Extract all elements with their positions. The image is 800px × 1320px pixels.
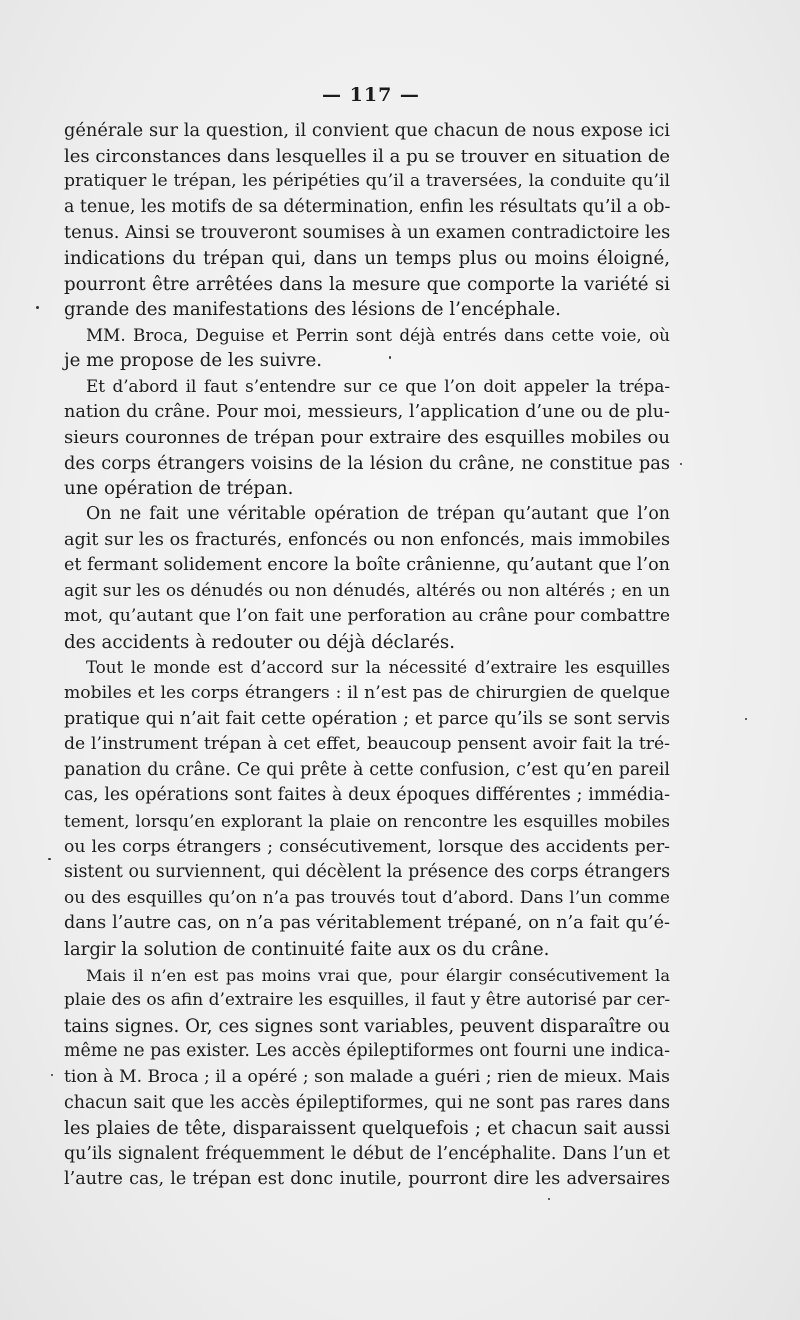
text-line: Tout le monde est d’accord sur la nécessité d’extraire les esquilles xyxy=(86,658,670,678)
text-line: je me propose de les suivre. xyxy=(64,350,322,372)
text-line: indications du trépan qui, dans un temps plus ou moins éloigné, xyxy=(64,247,670,269)
text-line: panation du crâne. Ce qui prête à cette confusion, c’est qu’en pareil xyxy=(64,759,670,780)
body-text xyxy=(64,118,670,1193)
text-line: ou des esquilles qu’on n’a pas trouvés tout d’abord. Dans l’un comme xyxy=(64,887,670,908)
text-line: MM. Broca, Deguise et Perrin sont déjà entrés dans cette voie, où xyxy=(86,324,670,345)
text-line: ou les corps étrangers ; consécutivement, lorsque des accidents per- xyxy=(64,836,670,857)
ink-speck xyxy=(51,1074,53,1076)
text-line: chacun sait que les accès épileptiformes, qui ne sont pas rares dans xyxy=(64,1092,670,1113)
text-line: tement, lorsqu’en explorant la plaie on rencontre les esquilles mobiles xyxy=(64,811,670,832)
text-line: des accidents à redouter ou déjà déclarés. xyxy=(64,631,455,653)
text-line: tion à M. Broca ; il a opéré ; son malade a guéri ; rien de mieux. Mais xyxy=(64,1066,670,1087)
text-line: pourront être arrêtées dans la mesure que comporte la variété si xyxy=(64,273,670,295)
text-line: Mais il n’en est pas moins vrai que, pour élargir consécutivement la xyxy=(86,965,670,985)
text-line: sieurs couronnes de trépan pour extraire des esquilles mobiles ou xyxy=(64,427,670,449)
text-line: plaie des os afin d’extraire les esquilles, il faut y être autorisé par cer- xyxy=(64,990,671,1011)
text-line: les circonstances dans lesquelles il a pu se trouver en situation de xyxy=(64,145,670,167)
text-line: agit sur les os dénudés ou non dénudés, altérés ou non altérés ; en un xyxy=(64,580,670,601)
text-line: dans l’autre cas, on n’a pas véritablement trépané, on n’a fait qu’é- xyxy=(64,913,670,934)
text-line: agit sur les os fracturés, enfoncés ou non enfoncés, mais immobiles xyxy=(64,529,670,550)
text-line: Et d’abord il faut s’entendre sur ce que l’on doit appeler la trépa- xyxy=(86,375,670,396)
text-line: largir la solution de continuité faite aux os du crâne. xyxy=(64,939,550,960)
text-line: qu’ils signalent fréquemment le début de l’encéphalite. Dans l’un et xyxy=(64,1143,670,1164)
ink-speck xyxy=(745,718,747,720)
text-line: pratiquer le trépan, les péripéties qu’il a traversées, la conduite qu’il xyxy=(64,171,670,192)
text-line: générale sur la question, il convient que chacun de nous expose ici xyxy=(64,120,670,141)
ink-speck xyxy=(48,858,51,860)
text-line: On ne fait une véritable opération de trépan qu’autant que l’on xyxy=(86,503,670,524)
text-line: mot, qu’autant que l’on fait une perforation au crâne pour combattre xyxy=(64,606,670,627)
ink-speck xyxy=(36,306,39,309)
text-line: mobiles et les corps étrangers : il n’est pas de chirurgien de quelque xyxy=(64,683,670,704)
text-line: tains signes. Or, ces signes sont variables, peuvent disparaître ou xyxy=(64,1015,670,1037)
text-line: les plaies de tête, disparaissent quelquefois ; et chacun sait aussi xyxy=(64,1118,670,1140)
ink-speck xyxy=(680,463,682,465)
text-line: cas, les opérations sont faites à deux époques différentes ; immédia- xyxy=(64,785,670,806)
text-line: pratique qui n’ait fait cette opération ; et parce qu’ils se sont servis xyxy=(64,708,670,729)
text-line: des corps étrangers voisins de la lésion du crâne, ne constitue pas xyxy=(64,452,670,474)
ink-speck xyxy=(389,356,391,359)
text-line: et fermant solidement encore la boîte crânienne, qu’autant que l’on xyxy=(64,555,670,576)
page-number: — 117 — xyxy=(322,84,420,106)
text-line: de l’instrument trépan à cet effet, beaucoup pensent avoir fait la tré- xyxy=(64,734,670,755)
text-line: l’autre cas, le trépan est donc inutile, pourront dire les adversaires xyxy=(64,1169,670,1190)
text-line: tenus. Ainsi se trouveront soumises à un examen contradictoire les xyxy=(64,222,671,244)
text-line: une opération de trépan. xyxy=(64,478,294,500)
ink-speck xyxy=(548,1198,550,1200)
text-line: nation du crâne. Pour moi, messieurs, l’application d’une ou de plu- xyxy=(64,401,670,422)
text-line: sistent ou surviennent, qui décèlent la présence des corps étrangers xyxy=(64,862,670,883)
text-line: grande des manifestations des lésions de l’encéphale. xyxy=(64,299,561,321)
text-line: a tenue, les motifs de sa détermination, enfin les résultats qu’il a ob- xyxy=(64,196,671,217)
text-line: même ne pas exister. Les accès épileptiformes ont fourni une indica- xyxy=(64,1041,670,1062)
